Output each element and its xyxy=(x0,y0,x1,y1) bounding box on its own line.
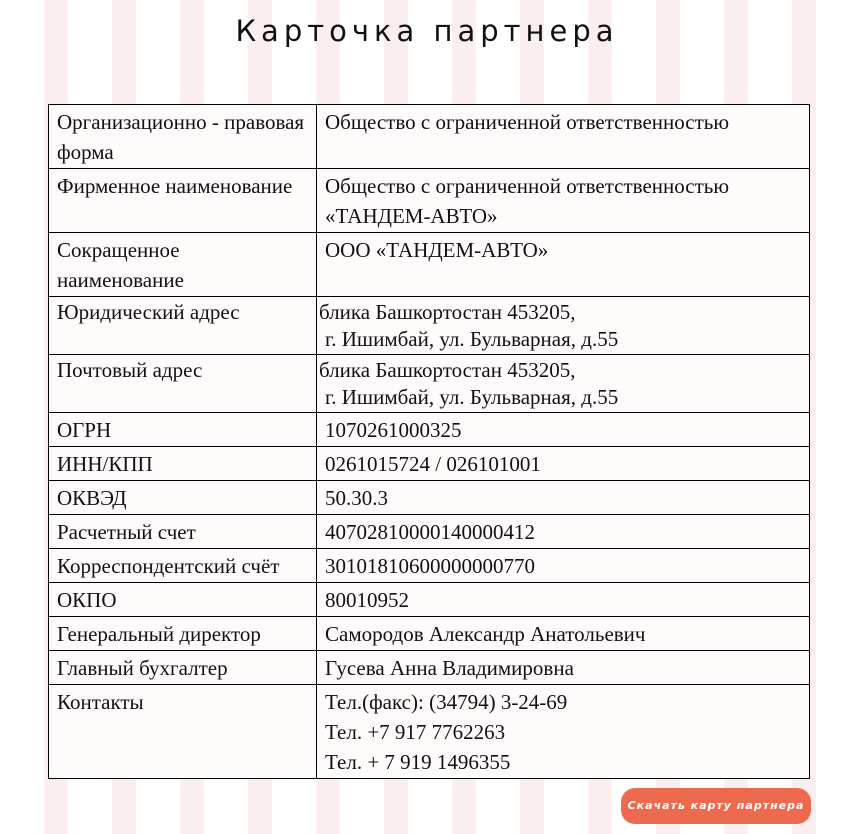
row-label: Организационно - правовая форма xyxy=(49,105,317,169)
value-line: Тел. + 7 919 1496355 xyxy=(325,750,511,774)
table-row xyxy=(49,549,810,583)
value-line: 50.30.3 xyxy=(325,486,388,510)
table-row xyxy=(49,233,810,297)
row-label: ИНН/КПП xyxy=(49,447,317,481)
row-label: Фирменное наименование xyxy=(49,169,317,233)
row-value xyxy=(317,355,810,413)
table-row xyxy=(49,651,810,685)
row-value xyxy=(317,617,810,651)
table-row xyxy=(49,481,810,515)
row-value xyxy=(317,233,810,297)
row-value xyxy=(317,413,810,447)
row-label: ОГРН xyxy=(49,413,317,447)
table-row xyxy=(49,447,810,481)
row-value xyxy=(317,105,810,169)
value-line: Общество с ограниченной ответственностью xyxy=(325,174,730,198)
row-label: ОКПО xyxy=(49,583,317,617)
table-row xyxy=(49,413,810,447)
row-value xyxy=(317,583,810,617)
row-label: Генеральный директор xyxy=(49,617,317,651)
value-line: Гусева Анна Владимировна xyxy=(325,656,574,680)
value-line: ООО «ТАНДЕМ-АВТО» xyxy=(325,238,549,262)
page-title: Карточка партнера xyxy=(235,14,619,48)
value-line: г. Ишимбай, ул. Бульварная, д.55 xyxy=(325,327,619,351)
value-line: 1070261000325 xyxy=(325,418,462,442)
value-line: блика Башкортостан 453205, xyxy=(319,300,576,324)
row-label: Юридический адрес xyxy=(49,297,317,355)
value-line: Самородов Александр Анатольевич xyxy=(325,622,646,646)
row-label: Главный бухгалтер xyxy=(49,651,317,685)
value-line: Тел.(факс): (34794) 3-24-69 xyxy=(325,690,568,714)
row-value xyxy=(317,549,810,583)
row-label: Расчетный счет xyxy=(49,515,317,549)
table-row xyxy=(49,685,810,779)
value-line: 30101810600000000770 xyxy=(325,554,535,578)
value-line: 40702810000140000412 xyxy=(325,520,535,544)
value-line: «ТАНДЕМ-АВТО» xyxy=(325,204,498,228)
row-value xyxy=(317,685,810,779)
value-line: Общество с ограниченной ответственностью xyxy=(325,110,730,134)
table-row xyxy=(49,169,810,233)
table-row xyxy=(49,105,810,169)
value-line: 0261015724 / 026101001 xyxy=(325,452,541,476)
table-row xyxy=(49,617,810,651)
row-value xyxy=(317,447,810,481)
row-label: Контакты xyxy=(49,685,317,779)
value-line: 80010952 xyxy=(325,588,409,612)
table-row xyxy=(49,297,810,355)
table-row xyxy=(49,583,810,617)
row-label: Сокращенное наименование xyxy=(49,233,317,297)
download-card-button[interactable]: Скачать карту партнера xyxy=(621,788,811,824)
row-value xyxy=(317,515,810,549)
partner-card-table xyxy=(48,104,810,779)
row-label: Корреспондентский счёт xyxy=(49,549,317,583)
table-row xyxy=(49,515,810,549)
row-label: Почтовый адрес xyxy=(49,355,317,413)
row-value xyxy=(317,169,810,233)
value-line: блика Башкортостан 453205, xyxy=(319,358,576,382)
row-value xyxy=(317,651,810,685)
row-label: ОКВЭД xyxy=(49,481,317,515)
value-line: г. Ишимбай, ул. Бульварная, д.55 xyxy=(325,385,619,409)
table-row xyxy=(49,355,810,413)
row-value xyxy=(317,297,810,355)
value-line: Тел. +7 917 7762263 xyxy=(325,720,506,744)
row-value xyxy=(317,481,810,515)
